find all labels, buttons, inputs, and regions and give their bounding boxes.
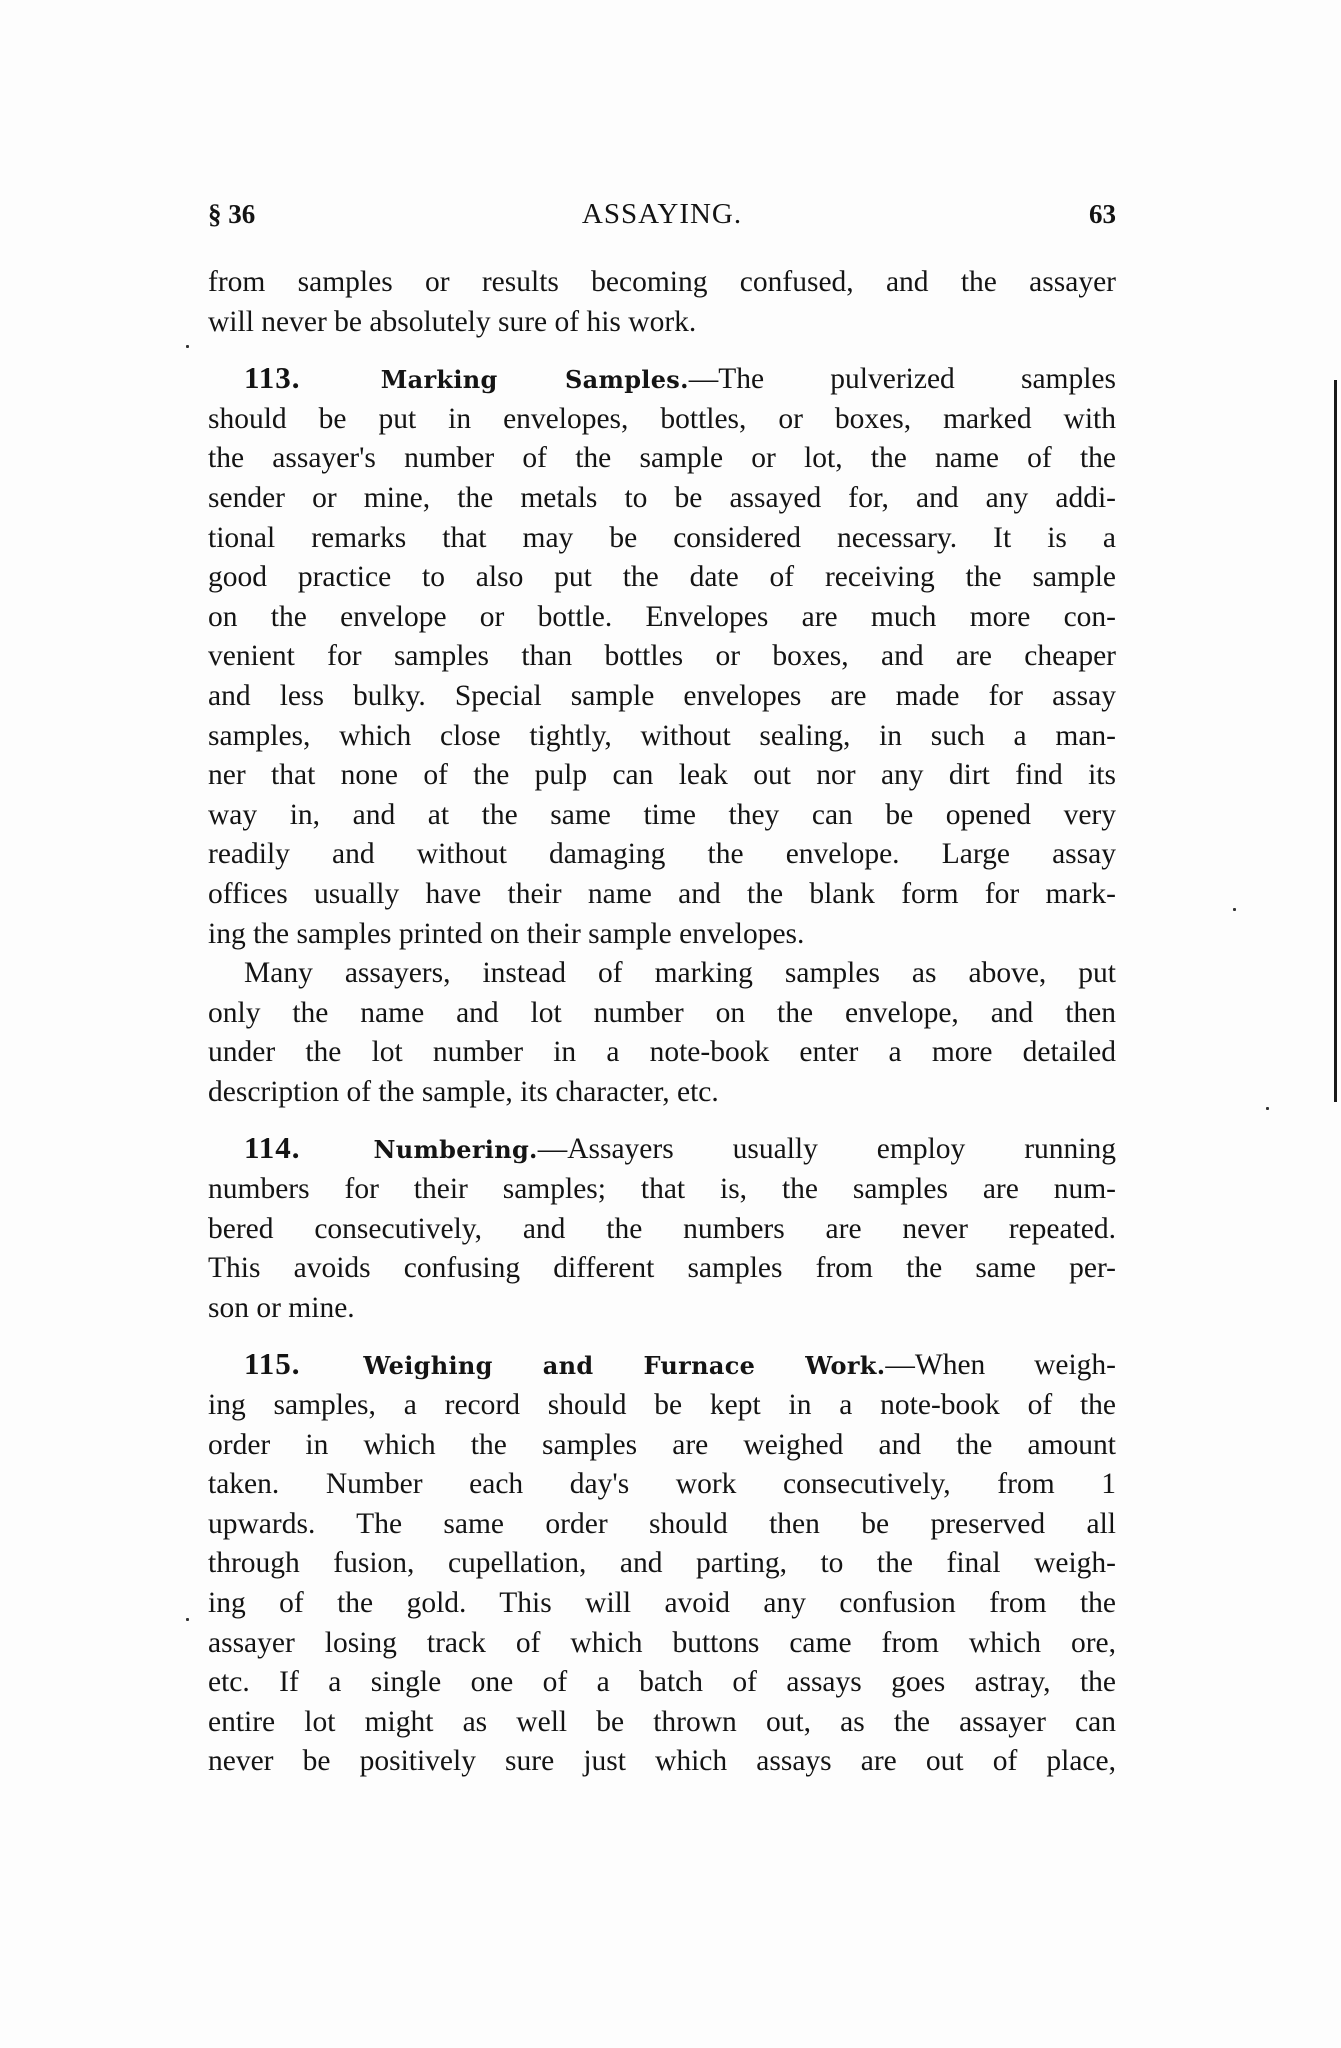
text-line [208, 1344, 1116, 1386]
text-line: description of the sample, its character, etc. [208, 1075, 719, 1108]
text-line: assayer losing track of which buttons came from which ore, [208, 1626, 1116, 1659]
text-line: numbers for their samples; that is, the samples are num- [208, 1173, 1116, 1206]
scan-speck [186, 1618, 189, 1621]
text-line: from samples or results becoming confused, and the assayer [208, 266, 1116, 298]
text-line: entire lot might as well be thrown out, as the assayer can [208, 1705, 1116, 1738]
paragraph-section-113 [208, 358, 1116, 954]
text-line: order in which the samples are weighed and the amount [208, 1428, 1116, 1461]
text-line: will never be absolutely sure of his work. [208, 305, 697, 338]
section-number: 114. [244, 1130, 301, 1166]
paragraph-section-115 [208, 1344, 1116, 1782]
paragraph-section-113-continued [208, 954, 1116, 1112]
text-line: only the name and lot number on the envelope, and then [208, 996, 1116, 1029]
text-line: upwards. The same order should then be preserved all [208, 1507, 1116, 1540]
page-number: 63 [1089, 199, 1116, 229]
text-line: the assayer's number of the sample or lot, the name of the [208, 442, 1116, 475]
section-title: Numbering. [373, 1135, 538, 1165]
text-line: samples, which close tightly, without sealing, in such a man- [208, 719, 1116, 752]
body-text [208, 263, 1116, 1782]
scan-speck [186, 345, 189, 348]
paragraph-section-114 [208, 1128, 1116, 1328]
text-line: bered consecutively, and the numbers are never repeated. [208, 1212, 1116, 1245]
text-run: —When weigh- [885, 1349, 1117, 1382]
section-title: Weighing and Furnace Work. [363, 1351, 886, 1381]
text-line: venient for samples than bottles or boxes, and are cheaper [208, 640, 1116, 673]
text-line: under the lot number in a note-book enter a more detailed [208, 1036, 1116, 1069]
text-line: through fusion, cupellation, and parting, to the final weigh- [208, 1547, 1116, 1580]
section-marker: § 36 [208, 199, 256, 229]
text-line: offices usually have their name and the blank form for mark- [208, 877, 1116, 910]
text-line: etc. If a single one of a batch of assays goes astray, the [208, 1666, 1116, 1699]
section-number: 115. [244, 1346, 301, 1382]
text-line: ing the samples printed on their sample envelopes. [208, 917, 805, 950]
text-line: Many assayers, instead of marking samples as above, put [244, 957, 1116, 990]
scan-margin-line [1334, 380, 1337, 1102]
text-line: ing of the gold. This will avoid any confusion from the [208, 1587, 1116, 1619]
text-line: on the envelope or bottle. Envelopes are much more con- [208, 600, 1116, 633]
text-line: and less bulky. Special sample envelopes are made for assay [208, 679, 1116, 712]
text-line: ing samples, a record should be kept in a note-book of the [208, 1389, 1116, 1422]
text-line: taken. Number each day's work consecutively, from 1 [208, 1468, 1116, 1501]
text-line: readily and without damaging the envelope. Large assay [208, 838, 1116, 871]
text-line [208, 358, 1116, 400]
text-line: tional remarks that may be considered necessary. It is a [208, 521, 1116, 554]
text-line: This avoids confusing different samples from the same per- [208, 1252, 1116, 1285]
text-run: —Assayers usually employ running [537, 1133, 1116, 1166]
section-number: 113. [244, 360, 301, 396]
running-head [208, 196, 1116, 232]
text-line: never be positively sure just which assays are out of place, [208, 1745, 1116, 1778]
text-line: ner that none of the pulp can leak out nor any dirt find its [208, 759, 1116, 792]
scan-speck [1233, 908, 1236, 911]
text-line: sender or mine, the metals to be assayed for, and any addi- [208, 481, 1116, 514]
paragraph-continuation [208, 263, 1116, 342]
scan-speck [1266, 1107, 1269, 1110]
page-title: ASSAYING. [581, 198, 743, 230]
text-line: way in, and at the same time they can be opened very [208, 798, 1116, 831]
text-line: son or mine. [208, 1291, 355, 1324]
text-line: should be put in envelopes, bottles, or boxes, marked with [208, 402, 1116, 435]
section-title: Marking Samples. [380, 365, 689, 395]
text-run: —The pulverized samples [688, 363, 1117, 396]
text-line [208, 1128, 1116, 1170]
text-line: good practice to also put the date of receiving the sample [208, 561, 1116, 594]
